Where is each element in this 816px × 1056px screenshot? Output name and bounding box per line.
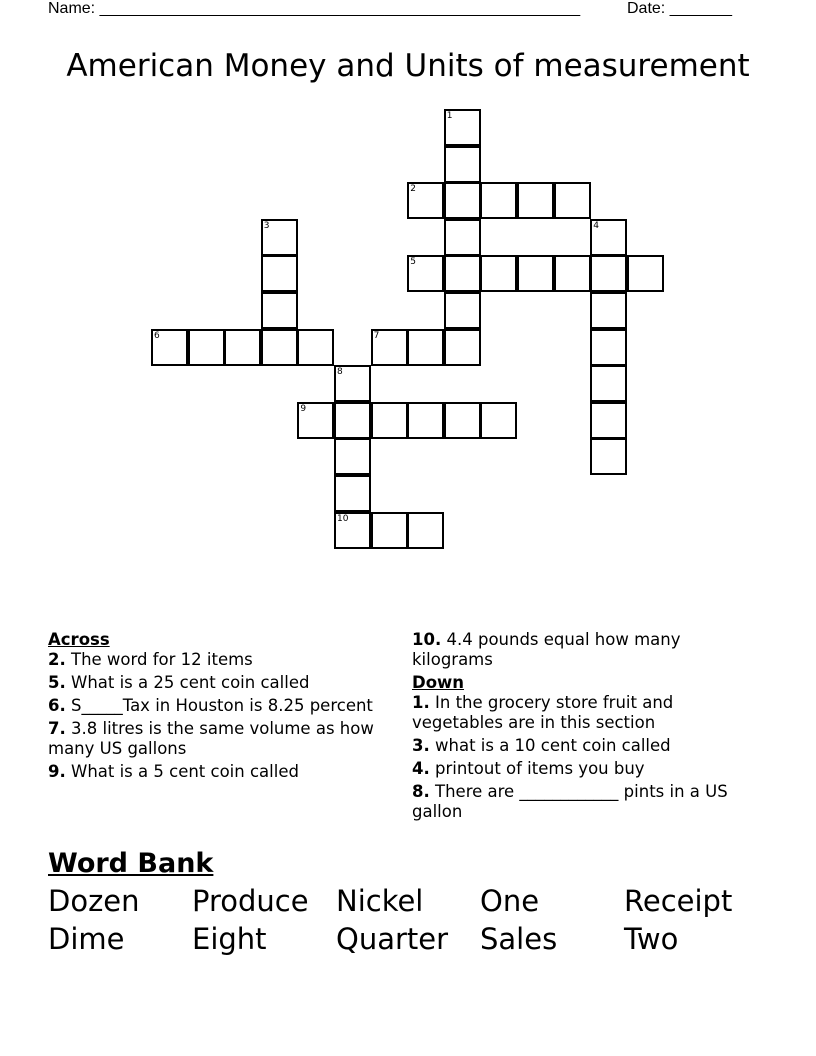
crossword-cell[interactable] xyxy=(407,402,444,439)
crossword-cell[interactable] xyxy=(371,402,408,439)
crossword-cell[interactable] xyxy=(261,255,298,292)
word-bank-row xyxy=(48,920,788,958)
clue-number-label: 6 xyxy=(154,330,160,341)
word-bank-item: Dozen xyxy=(48,884,140,918)
crossword-cell[interactable] xyxy=(590,292,627,329)
crossword-cell[interactable] xyxy=(590,365,627,402)
crossword-cell[interactable] xyxy=(554,182,591,219)
clue-text: 4.4 pounds equal how many kilograms xyxy=(412,630,681,669)
crossword-cell[interactable] xyxy=(334,365,371,402)
date-line: Date: _______ xyxy=(627,0,732,17)
clue-text: S_____Tax in Houston is 8.25 percent xyxy=(71,696,373,715)
word-bank-item: Nickel xyxy=(336,884,424,918)
word-bank-item: Dime xyxy=(48,922,125,956)
clue-text: 3.8 litres is the same volume as how many US gallons xyxy=(48,719,374,758)
clue-text: What is a 5 cent coin called xyxy=(71,762,299,781)
clue-number: 4. xyxy=(412,759,430,778)
clue-number-label: 1 xyxy=(446,111,453,121)
crossword-cell[interactable] xyxy=(371,512,408,549)
clue-text: There are ____________ pints in a US gallon xyxy=(412,782,728,821)
clue-number: 2. xyxy=(48,650,66,669)
clue-number-label: 2 xyxy=(410,184,416,195)
crossword-cell[interactable] xyxy=(444,255,481,292)
crossword-cell[interactable] xyxy=(371,329,408,366)
word-bank-item: One xyxy=(480,884,540,918)
word-bank-item: Sales xyxy=(480,922,558,956)
crossword-cell[interactable] xyxy=(151,329,188,366)
word-bank-item: Produce xyxy=(192,884,309,918)
across-clue xyxy=(48,650,378,670)
crossword-cell[interactable] xyxy=(444,292,481,329)
crossword-cell[interactable] xyxy=(480,255,517,292)
crossword-cell[interactable] xyxy=(334,438,371,475)
crossword-cell[interactable] xyxy=(297,329,334,366)
crossword-cell[interactable] xyxy=(334,475,371,512)
crossword-cell[interactable] xyxy=(261,292,298,329)
crossword-cell[interactable] xyxy=(334,512,371,549)
word-bank-item: Quarter xyxy=(336,922,449,956)
crossword-cell[interactable] xyxy=(554,255,591,292)
clue-number: 9. xyxy=(48,762,66,781)
clue-number-label: 4 xyxy=(593,220,599,231)
crossword-cell[interactable] xyxy=(517,255,554,292)
crossword-cell[interactable] xyxy=(444,402,481,439)
clue-number-label: 3 xyxy=(263,220,270,231)
crossword-cell[interactable] xyxy=(444,182,481,219)
down-clue xyxy=(412,736,762,756)
clues-left-column xyxy=(48,630,378,785)
clue-number: 5. xyxy=(48,673,66,692)
crossword-cell[interactable] xyxy=(590,329,627,366)
crossword-cell[interactable] xyxy=(480,402,517,439)
crossword-cell[interactable] xyxy=(188,329,225,366)
crossword-cell[interactable] xyxy=(590,438,627,475)
clue-number-label: 7 xyxy=(373,330,380,341)
crossword-cell[interactable] xyxy=(407,255,444,292)
crossword-cell[interactable] xyxy=(444,329,481,366)
crossword-cell[interactable] xyxy=(224,329,261,366)
crossword-cell[interactable] xyxy=(261,219,298,256)
word-bank-title: Word Bank xyxy=(48,848,214,879)
clue-number: 10. xyxy=(412,630,442,649)
word-bank-item: Eight xyxy=(192,922,267,956)
across-clue xyxy=(48,762,378,782)
crossword-cell[interactable] xyxy=(261,329,298,366)
word-bank-item: Receipt xyxy=(624,884,733,918)
crossword-cell[interactable] xyxy=(627,255,664,292)
clue-text: printout of items you buy xyxy=(435,759,645,778)
across-clue xyxy=(48,719,378,759)
crossword-cell[interactable] xyxy=(407,182,444,219)
crossword-cell[interactable] xyxy=(517,182,554,219)
across-heading: Across xyxy=(48,630,110,649)
clue-number: 6. xyxy=(48,696,66,715)
across-clue xyxy=(412,630,762,670)
word-bank-item: Two xyxy=(624,922,679,956)
clues-right-column xyxy=(412,630,762,825)
crossword-cell[interactable] xyxy=(444,109,481,146)
across-clue xyxy=(48,673,378,693)
clue-number: 8. xyxy=(412,782,430,801)
clue-number-label: 8 xyxy=(337,367,343,378)
clue-number: 7. xyxy=(48,719,66,738)
page-title: American Money and Units of measurement xyxy=(66,48,750,84)
crossword-cell[interactable] xyxy=(297,402,334,439)
crossword-cell[interactable] xyxy=(590,402,627,439)
down-clue xyxy=(412,759,762,779)
crossword-cell[interactable] xyxy=(444,146,481,183)
clue-text: The word for 12 items xyxy=(71,650,253,669)
crossword-cell[interactable] xyxy=(444,219,481,256)
clue-text: what is a 10 cent coin called xyxy=(435,736,671,755)
clue-number-label: 9 xyxy=(300,403,307,414)
word-bank-row xyxy=(48,882,788,920)
crossword-cell[interactable] xyxy=(407,329,444,366)
down-heading: Down xyxy=(412,673,465,692)
clue-number: 1. xyxy=(412,693,430,712)
clue-number-label: 10 xyxy=(337,513,349,524)
clue-number-label: 5 xyxy=(410,257,416,268)
down-clue xyxy=(412,782,762,822)
crossword-cell[interactable] xyxy=(407,512,444,549)
word-bank xyxy=(48,882,788,958)
clue-text: What is a 25 cent coin called xyxy=(71,673,310,692)
crossword-cell[interactable] xyxy=(590,255,627,292)
name-line: Name: ______________________________________________________ xyxy=(48,0,581,17)
crossword-cell[interactable] xyxy=(590,219,627,256)
across-clue xyxy=(48,696,378,716)
clue-number: 3. xyxy=(412,736,430,755)
down-clue xyxy=(412,693,762,733)
crossword-cell[interactable] xyxy=(334,402,371,439)
crossword-cell[interactable] xyxy=(480,182,517,219)
clue-text: In the grocery store fruit and vegetables are in this section xyxy=(412,693,674,732)
